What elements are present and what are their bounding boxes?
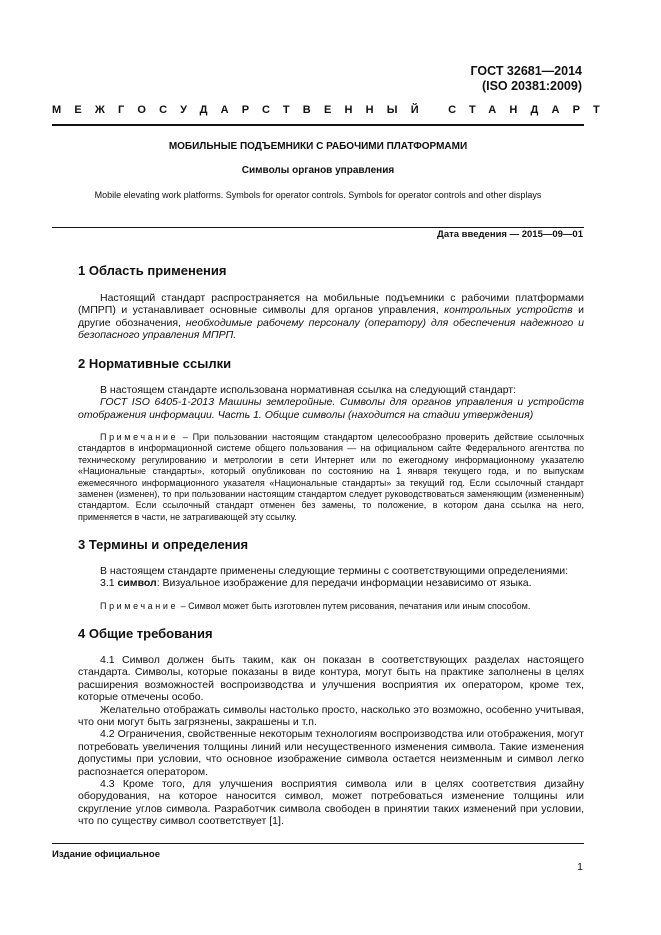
section-4-body [78,654,584,828]
standard-code [470,64,582,94]
section-3-body [78,565,584,590]
section-2-body [78,384,584,421]
document-subtitle: Символы органов управления [241,165,395,176]
english-title: Mobile elevating work platforms. Symbols for operator controls. Symbols for operator controls and other displays [94,190,542,200]
section-3-paragraph-1: В настоящем стандарте применены следующие термины с соответствующими определениями: [100,565,569,577]
s1-text-a: Настоящий стандарт распространяется на мобильные подъемники с рабочими платформами (МПРП) и устанавливает основные символы для органов управления, [78,292,584,317]
interstate-standard-banner: МЕЖГОСУДАРСТВЕННЫЙ СТАНДАРТ [52,104,613,116]
term-number: 3.1 [100,577,118,590]
title-divider [52,227,584,228]
section-2-paragraph-1: В настоящем стандарте использована нормативная ссылка на следующий стандарт: [100,384,517,396]
introduction-date: Дата введения — 2015—09—01 [437,229,583,240]
note-text: – Символ может быть изготовлен путем рисования, печатания или иным способом. [178,601,531,611]
section-2-reference [78,396,584,421]
term-word: символ [117,577,157,590]
term-definition [78,577,584,589]
clause-4-1: 4.1 Символ должен быть таким, как он показан в соответствующих разделах настоящего стандарта. Символы, которые показаны в виде контура, могут быть на практике заполнены в целях расширения возможностей воспроизводства и улучшения восприятия их оператором, кроме тех, которые отмечены особо. [78,654,584,704]
clause-4-3: 4.3 Кроме того, для улучшения восприятия символа или в целях соответствия дизайну оборудования, на которое наносится символ, может потребоваться изменение толщины или скругление углов символа. Разработчик символа свободен в принятии таких изменений при условии, что по существу символ соответствует [1]. [78,778,584,828]
section-3-heading: 3 Термины и определения [78,537,249,552]
note-label: Примечание [100,432,179,442]
section-1-heading: 1 Область применения [78,263,227,278]
standard-code-gost: ГОСТ 32681—2014 [470,64,582,78]
s1-italic-b: необходимые рабочему персоналу (оператору) для обеспечения надежного и безопасного управления МПРП. [78,316,585,342]
section-1-paragraph [78,292,584,342]
reference-gost-iso-6405: ГОСТ ISO 6405-1-2013 Машины землеройные. Символы для органов управления и устройств отображения информации. Часть 1. Общие символы (находится на стадии утверждения) [78,396,584,421]
section-2-heading: 2 Нормативные ссылки [78,356,232,371]
section-3-note [78,601,584,612]
note-text: – При пользовании настоящим стандартом целесообразно проверить действие ссылочных стандартов в информационной системе общего пользования — на официальном сайте Федерального агентства по техническому регулированию и метрологии в сети Интернет или по ежегодному информационному указателю «Национальные стандарты», который опубликован по состоянию на 1 января текущего года, и по выпускам ежемесячного информационного указателя «Национальные стандарты» за текущий год. Если ссылочный стандарт заменен (изменен), то при пользовании настоящим стандартом следует руководствоваться заменяющим (измененным) стандартом. Если ссылочный стандарт отменен без замены, то положение, в котором дана ссылка на него, применяется в части, не затрагивающей эту ссылку. [78,432,584,522]
term-definition-text: : Визуальное изображение для передачи информации независимо от языка. [156,577,532,590]
s1-text-b: и другие обозначения, [78,304,584,329]
header-divider [52,124,584,126]
page-number: 1 [577,861,583,873]
section-1-body [78,292,584,342]
footer-divider [52,843,584,844]
note-label: Примечание [100,601,179,611]
document-title: МОБИЛЬНЫЕ ПОДЪЕМНИКИ С РАБОЧИМИ ПЛАТФОРМАМИ [168,141,468,152]
clause-4-1-continued: Желательно отображать символы настолько просто, насколько это возможно, особенно учитывая, что они могут быть загрязнены, закрашены и т.п. [78,703,584,729]
standard-code-iso: (ISO 20381:2009) [481,79,582,93]
official-edition-label: Издание официальное [52,849,160,860]
section-2-note [78,432,584,523]
s1-italic-a: контрольных устройств [444,304,573,317]
clause-4-2: 4.2 Ограничения, свойственные некоторым технологиям воспроизводства или отображения, могут потребовать увеличения толщины линий или несущественного изменения символа. Такие изменения допустимы при условии, что основное изображение символа остается неизменным и символ легко распознается оператором. [78,728,584,778]
section-4-heading: 4 Общие требования [78,626,213,641]
